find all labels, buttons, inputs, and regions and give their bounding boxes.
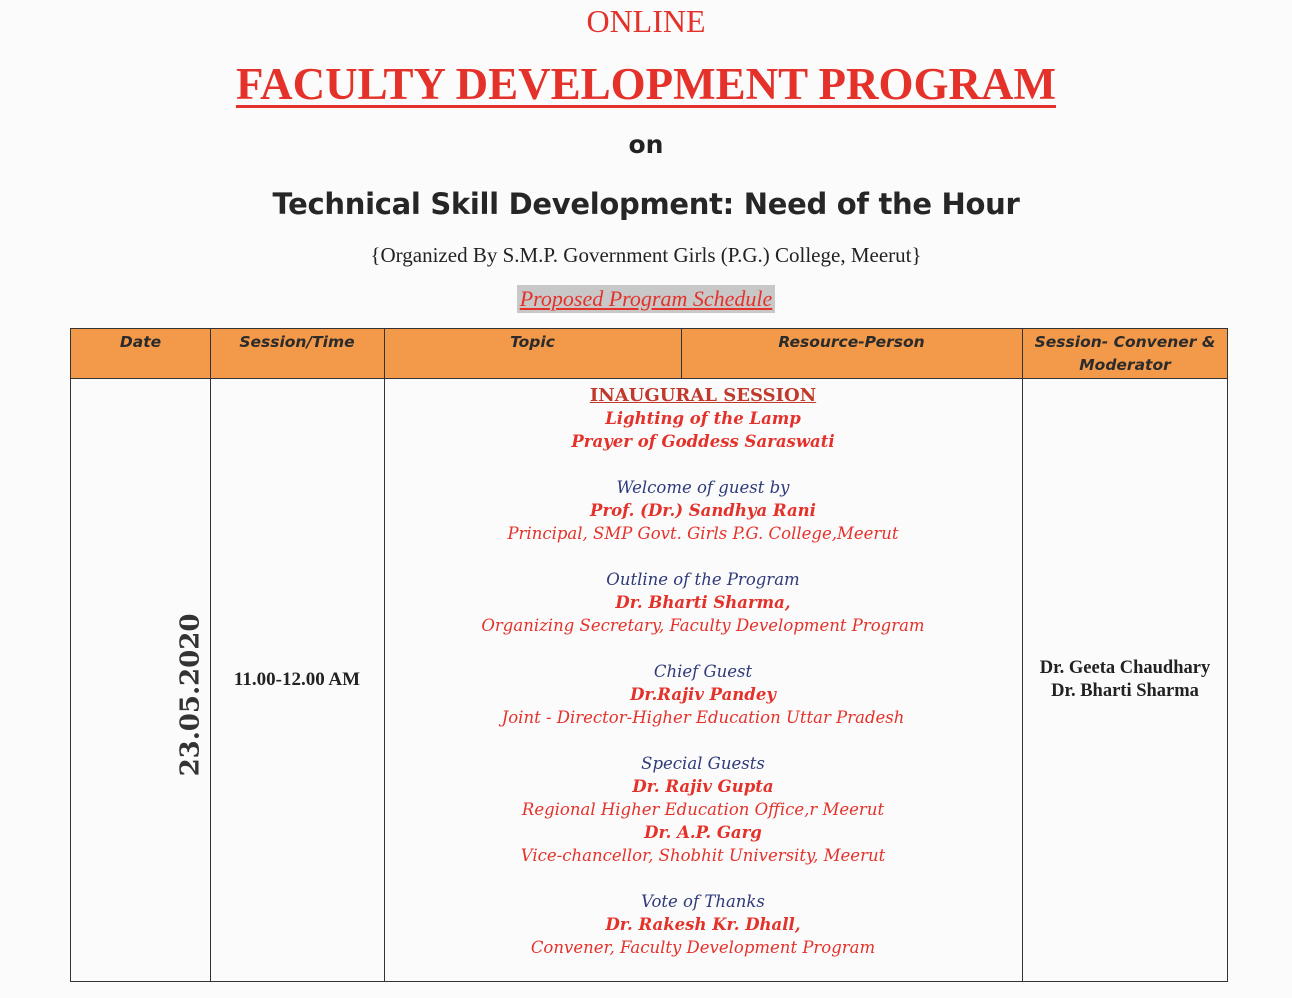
topic-cell xyxy=(384,384,1022,959)
vote-of-thanks-label: Vote of Thanks xyxy=(641,892,765,911)
special-guest-name: Dr. Rajiv Gupta xyxy=(632,777,774,796)
convener-name: Dr. Bharti Sharma xyxy=(1051,681,1199,701)
special-guest-name: Dr. A.P. Garg xyxy=(644,823,762,842)
column-divider xyxy=(1022,329,1023,981)
col-convener: Session- Convener & Moderator xyxy=(1034,333,1216,374)
session-date: 23.05.2020 xyxy=(175,613,206,777)
welcome-label: Welcome of guest by xyxy=(616,478,790,497)
col-resource-person: Resource-Person xyxy=(778,333,925,351)
col-topic: Topic xyxy=(510,333,555,351)
outline-name: Dr. Bharti Sharma, xyxy=(615,593,791,612)
program-title xyxy=(0,58,1292,110)
welcome-role: Principal, SMP Govt. Girls P.G. College,Meerut xyxy=(507,524,899,543)
online-label: ONLINE xyxy=(586,3,706,39)
chief-guest-label: Chief Guest xyxy=(653,662,753,681)
table-header-row xyxy=(71,329,1227,379)
welcome-name: Prof. (Dr.) Sandhya Rani xyxy=(590,501,816,520)
opening-item: Lighting of the Lamp xyxy=(605,409,801,428)
col-session-time: Session/Time xyxy=(239,333,355,351)
chief-guest-role: Joint - Director-Higher Education Uttar Pradesh xyxy=(501,708,905,727)
program-theme: Technical Skill Development: Need of the Hour xyxy=(272,187,1020,221)
special-guest-role: Regional Higher Education Office,r Meerut xyxy=(521,800,885,819)
session-time: 11.00-12.00 AM xyxy=(233,669,361,690)
convener-name: Dr. Geeta Chaudhary xyxy=(1039,658,1211,678)
vote-of-thanks-name: Dr. Rakesh Kr. Dhall, xyxy=(605,915,801,934)
date-cell xyxy=(109,613,206,777)
schedule-table xyxy=(70,328,1228,982)
column-divider xyxy=(210,329,211,981)
chief-guest-name: Dr.Rajiv Pandey xyxy=(630,685,776,704)
col-date: Date xyxy=(119,333,162,351)
vote-of-thanks-role: Convener, Faculty Development Program xyxy=(530,938,876,957)
outline-role: Organizing Secretary, Faculty Development Program xyxy=(481,616,925,635)
convener-cell xyxy=(1022,657,1228,703)
organizer-line: {Organized By S.M.P. Government Girls (P.G.) College, Meerut} xyxy=(370,243,922,267)
schedule-label-wrap xyxy=(0,285,1292,313)
special-guests-label: Special Guests xyxy=(641,754,765,773)
on-word: on xyxy=(628,130,664,159)
special-guest-role: Vice-chancellor, Shobhit University, Meerut xyxy=(520,846,886,865)
program-title-text: FACULTY DEVELOPMENT PROGRAM xyxy=(235,59,1057,109)
session-title: INAUGURAL SESSION xyxy=(589,385,817,406)
schedule-label: Proposed Program Schedule xyxy=(517,285,776,313)
opening-item: Prayer of Goddess Saraswati xyxy=(571,432,835,451)
outline-label: Outline of the Program xyxy=(606,570,800,589)
